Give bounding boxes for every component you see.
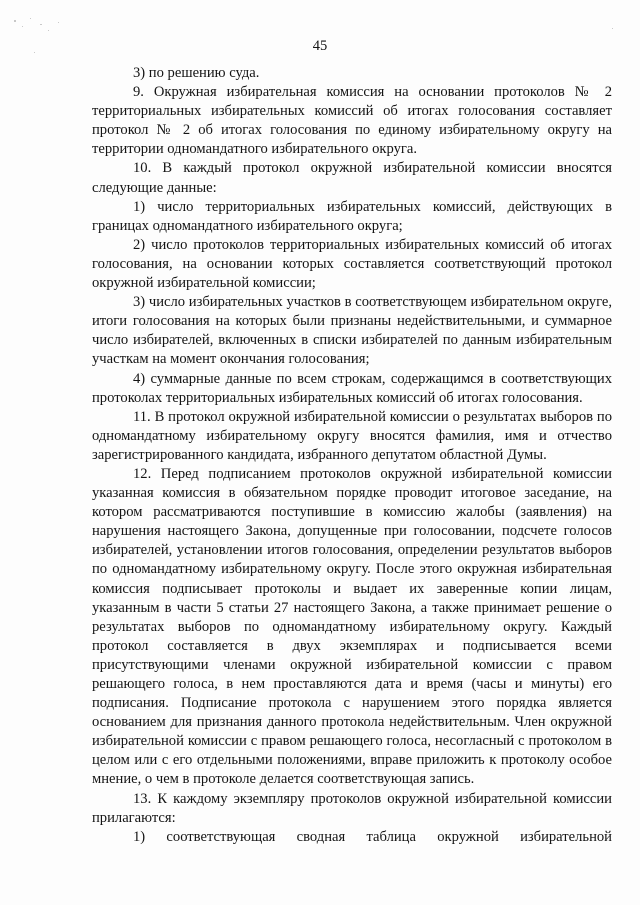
scan-artifact	[22, 26, 23, 27]
paragraph-13: 13. К каждому экземпляру протоколов окружной избирательной комиссии прилагаются:	[92, 790, 612, 826]
page-number: 45	[312, 38, 328, 54]
paragraph-9: 9. Окружная избирательная комиссия на основании протоколов № 2 территориальных избирательных комиссий об итогах голосования составляет протокол № 2 об итогах голосования по единому избирательному округу на территории одномандатного избирательного округа.	[92, 84, 612, 158]
paragraph-10: 10. В каждый протокол окружной избирательной комиссии вносятся следующие данные:	[92, 160, 612, 196]
paragraph-12: 12. Перед подписанием протоколов окружной избирательной комиссии указанная комиссия в обязательном порядке проводит итоговое заседание, на котором рассматриваются поступившие в комиссию жалобы (заявления) на нарушения настоящего Закона, допущенные при голосовании, подсчете голосов избирателей, установлении итогов голосования, определении результатов выборов по одномандатному избирательному округу. После этого окружная избирательная комиссия подписывает протоколы и выдает их заверенные копии лицам, указанным в части 5 статьи 27 настоящего Закона, а также принимает решение о результатах выборов по одномандатному избирательному округу. Каждый протокол составляется в двух экземплярах и подписывается всеми присутствующими членами окружной избирательной комиссии с правом решающего голоса, в нем проставляются дата и время (часы и минуты) его подписания. Подписание протокола с нарушением этого порядка является основанием для признания данного протокола недействительным. Член окружной избирательной комиссии с правом решающего голоса, несогласный с протоколом в целом или с его отдельными положениями, вправе приложить к протоколу особое мнение, о чем в протоколе делается соответствующая запись.	[92, 465, 612, 788]
document-body	[92, 64, 612, 847]
paragraph-13-item-1: 1) соответствующая сводная таблица окружной избирательной	[133, 828, 612, 845]
scan-artifact	[58, 22, 59, 23]
scan-artifact	[40, 24, 42, 25]
scan-artifact	[612, 28, 613, 29]
paragraph-10-item-2: 2) число протоколов территориальных избирательных комиссий об итогах голосования, на основании которых составляется соответствующий протокол окружной избирательной комиссии;	[92, 236, 612, 292]
paragraph-11: 11. В протокол окружной избирательной комиссии о результатах выборов по одномандатному избирательному округу вносятся фамилия, имя и отчество зарегистрированного кандидата, избранного депутатом областной Думы.	[92, 408, 612, 463]
paragraph-10-item-3: 3) число избирательных участков в соответствующем избирательном округе, итоги голосования на которых были признаны недействительными, и суммарное число избирателей, включенных в списки избирателей по данным избирательным участкам на момент окончания голосования;	[92, 294, 612, 368]
paragraph-clause-3-court-decision: 3) по решению суда.	[133, 65, 260, 81]
paragraph-10-item-1: 1) число территориальных избирательных комиссий, действующих в границах одномандатного избирательного округа;	[92, 198, 612, 234]
paragraph-10-item-4: 4) суммарные данные по всем строкам, содержащимся в соответствующих протоколах территориальных избирательных комиссий об итогах голосования.	[92, 370, 612, 406]
scan-artifact	[48, 30, 49, 31]
scan-artifact	[14, 20, 16, 22]
scan-artifact	[30, 18, 31, 19]
